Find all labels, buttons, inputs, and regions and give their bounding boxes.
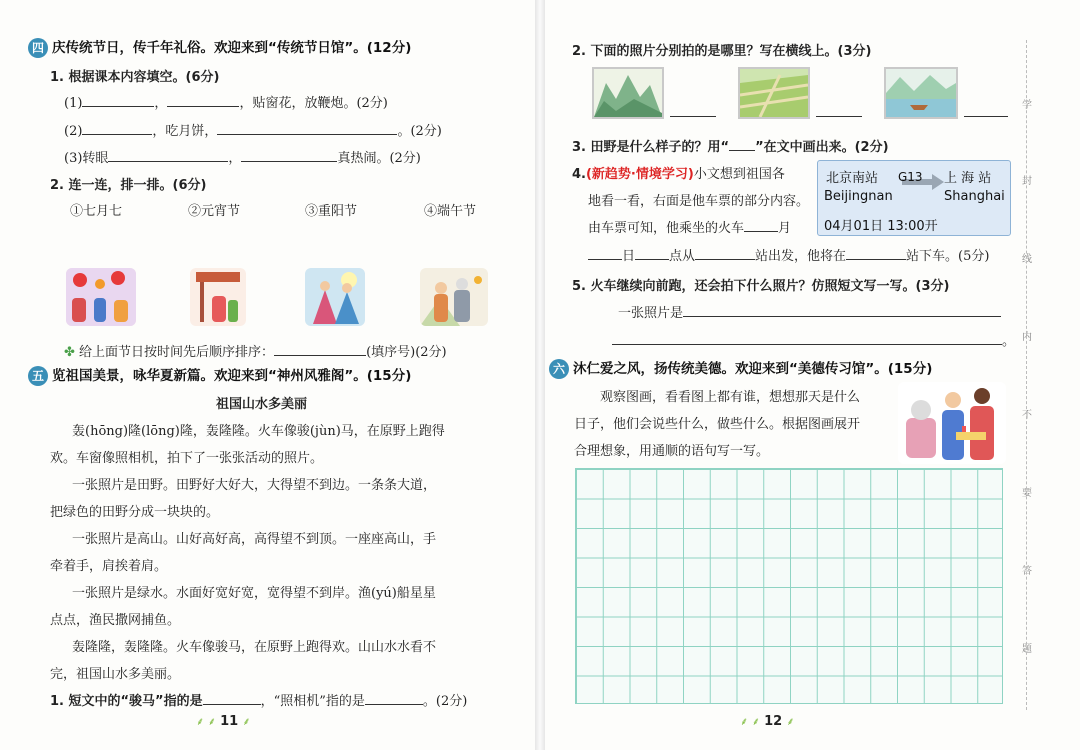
section-four-badge: 四 (28, 38, 48, 58)
margin-char-5: 不 (1022, 410, 1032, 421)
writing-grid[interactable] (575, 468, 1003, 704)
ticket-from-cn: 北京南站 (826, 171, 879, 186)
article-line-10: 完，祖国山水多美丽。 (50, 667, 181, 682)
right-question-3: 3. 田野是什么样子的？用“ ”在文中画出来。(2分) (572, 140, 889, 155)
mountain-photo (592, 67, 664, 119)
double-ninth-festival-image (420, 268, 488, 326)
binding-line (1026, 40, 1027, 710)
article-line-4: 把绿色的田野分成一块块的。 (50, 505, 220, 520)
article-line-8: 点点，渔民撒网捕鱼。 (50, 613, 181, 628)
writing-task-line-1: 观察图画，看看图上都有谁，想想那天是什么 (600, 390, 861, 405)
right-question-5: 5. 火车继续向前跑，还会拍下什么照片？仿照短文写一写。(3分) (572, 279, 950, 294)
margin-char-8: 题 (1022, 644, 1032, 655)
right-question-4-line-2: 地看一看，右面是他车票的部分内容。 (588, 194, 810, 209)
train-ticket (817, 160, 1011, 236)
book-spine (535, 0, 545, 750)
family-birthday-image (898, 382, 1006, 464)
margin-char-2: 封 (1022, 176, 1032, 187)
question-2-title: 2. 连一连，排一排。(6分) (50, 178, 207, 193)
writing-task-line-2: 日子，他们会说些什么，做些什么。根据图画展开 (574, 417, 861, 432)
margin-char-6: 要 (1022, 488, 1032, 499)
margin-char-3: 线 (1022, 254, 1032, 265)
fill-line-2: (2) ，吃月饼， 。(2分) (64, 124, 442, 139)
article-line-3: 一张照片是田野。田野好大好大，大得望不到边。一条条大道， (72, 478, 437, 493)
right-question-4-line-1: 4.(新趋势·情境学习)小文想到祖国各 (572, 167, 785, 182)
section-five-title: 览祖国美景，咏华夏新篇。欢迎来到“神州风雅阁”。(15分) (52, 368, 412, 384)
order-question: ✤ 给上面节日按时间先后顺序排序： (填序号)(2分) (64, 345, 447, 360)
section-six-heading (549, 357, 932, 379)
section-four-title: 庆传统节日，传千年礼俗。欢迎来到“传统节日馆”。(12分) (52, 40, 412, 56)
section-five-badge: 五 (28, 366, 48, 386)
article-title: 祖国山水多美丽 (216, 397, 308, 412)
article-line-2: 欢。车窗像照相机，拍下了一张张活动的照片。 (50, 451, 324, 466)
question-1-title: 1. 根据课本内容填空。(6分) (50, 70, 220, 85)
dragon-boat-festival-image (190, 268, 246, 326)
article-line-6: 牵着手，肩挨着肩。 (50, 559, 168, 574)
river-photo (884, 67, 958, 119)
festival-1: ①七月七 (70, 204, 123, 219)
section-six-badge: 六 (549, 359, 569, 379)
section-five-heading (28, 364, 411, 386)
article-line-5: 一张照片是高山。山好高好高，高得望不到顶。一座座高山，手 (72, 532, 437, 547)
margin-char-1: 学 (1022, 100, 1032, 111)
page-number-12: ⸙ ⸙ 12 ⸙ (740, 714, 795, 729)
right-question-5-line-2: 。 (612, 330, 1015, 349)
article-line-1: 轰(hōng)隆(lōng)隆，轰隆隆。火车像骏(jùn)马，在原野上跑得 (72, 424, 445, 439)
ticket-train-number: G13 (898, 170, 923, 184)
river-answer-line[interactable] (964, 116, 1008, 117)
fill-line-1: (1) ， ，贴窗花，放鞭炮。(2分) (64, 96, 388, 111)
field-answer-line[interactable] (816, 116, 862, 117)
right-question-4-line-3: 由车票可知，他乘坐的火车 月 (588, 221, 792, 236)
festival-4: ④端午节 (424, 204, 477, 219)
article-line-7: 一张照片是绿水。水面好宽好宽，宽得望不到岸。渔(yú)船星星 (72, 586, 436, 601)
right-question-5-line-1: 一张照片是 (618, 302, 1001, 321)
ticket-to-en: Shanghai (944, 189, 1005, 204)
article-question-1: 1. 短文中的“骏马”指的是 ，“照相机”指的是 。(2分) (50, 694, 468, 709)
section-four-heading (28, 36, 411, 58)
margin-char-7: 答 (1022, 566, 1032, 577)
left-page (0, 0, 535, 750)
festival-3: ③重阳节 (305, 204, 358, 219)
field-photo (738, 67, 810, 119)
festival-2: ②元宵节 (188, 204, 241, 219)
right-question-2: 2. 下面的照片分别拍的是哪里？写在横线上。(3分) (572, 44, 872, 59)
qixi-festival-image (305, 268, 365, 326)
ticket-to-cn: 上 海 站 (944, 171, 992, 186)
fill-line-3: (3)转眼 ， 真热闹。(2分) (64, 151, 421, 166)
lantern-festival-image (66, 268, 136, 326)
section-six-title: 沐仁爱之风，扬传统美德。欢迎来到“美德传习馆”。(15分) (573, 361, 933, 377)
mountain-answer-line[interactable] (670, 116, 716, 117)
writing-task-line-3: 合理想象，用通顺的语句写一写。 (574, 444, 770, 459)
margin-char-4: 内 (1022, 332, 1032, 343)
ticket-departure-time: 04月01日 13:00开 (824, 219, 938, 234)
article-line-9: 轰隆隆，轰隆隆。火车像骏马，在原野上跑得欢。山山水水看不 (72, 640, 437, 655)
ticket-from-en: Beijingnan (824, 189, 893, 204)
right-question-4-line-4: 日 点从 站出发，他将在 站下车。(5分) (588, 245, 989, 264)
page-number-11: ⸙ ⸙ 11 ⸙ (196, 714, 251, 729)
